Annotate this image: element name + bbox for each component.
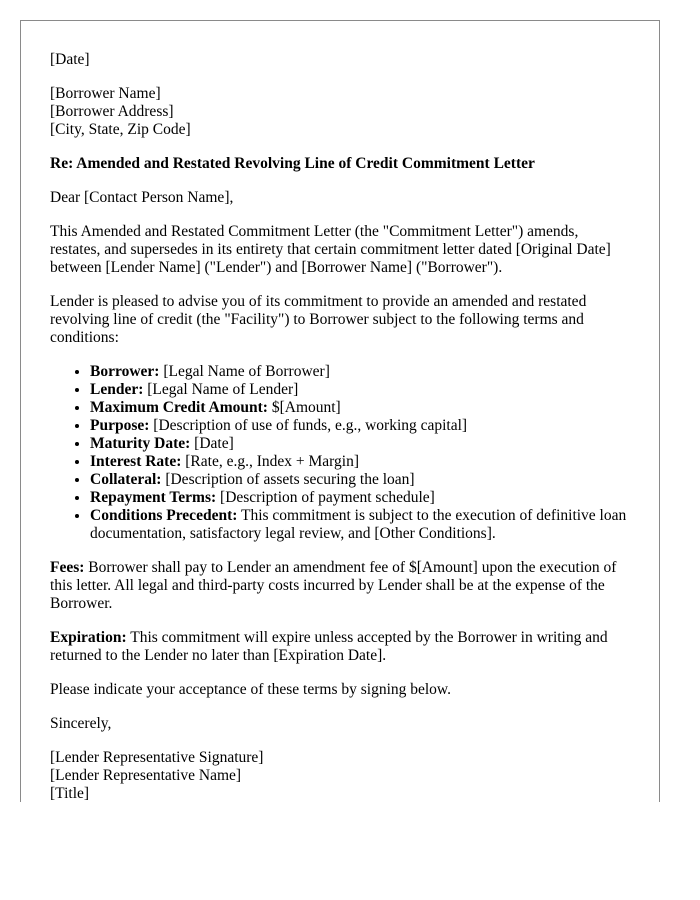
term-label: Lender: <box>90 381 144 398</box>
recipient-name: [Borrower Name] <box>50 85 161 102</box>
term-value: $[Amount] <box>267 399 341 416</box>
term-item-max-credit <box>90 399 630 417</box>
term-value: [Legal Name of Borrower] <box>159 363 330 380</box>
term-value: [Legal Name of Lender] <box>143 381 299 398</box>
term-item-collateral <box>90 471 630 489</box>
term-label: Borrower: <box>90 363 160 380</box>
salutation: Dear [Contact Person Name], <box>50 189 234 206</box>
term-label: Purpose: <box>90 417 150 434</box>
expiration-text: This commitment will expire unless accepted by the Borrower in writing and returned to the Lender no later than [Expiration Date]. <box>50 629 608 664</box>
term-value: [Date] <box>190 435 234 452</box>
term-label: Maximum Credit Amount: <box>90 399 268 416</box>
expiration-label: Expiration: <box>50 629 127 646</box>
term-item-purpose <box>90 417 630 435</box>
signatory-title: [Title] <box>50 785 90 802</box>
term-label: Interest Rate: <box>90 453 182 470</box>
commitment-paragraph: Lender is pleased to advise you of its commitment to provide an amended and restated revolving line of credit (the "Facility") to Borrower subject to the following terms and conditions: <box>50 293 587 346</box>
term-item-interest <box>90 453 630 471</box>
letter-date: [Date] <box>50 51 90 68</box>
term-value: [Description of use of funds, e.g., working capital] <box>149 417 468 434</box>
signature-line: [Lender Representative Signature] <box>50 749 264 766</box>
closing: Sincerely, <box>50 715 112 732</box>
acceptance-paragraph: Please indicate your acceptance of these terms by signing below. <box>50 681 451 698</box>
recipient-address-block <box>50 85 630 139</box>
recipient-address: [Borrower Address] <box>50 103 174 120</box>
term-label: Collateral: <box>90 471 162 488</box>
fees-paragraph <box>50 559 630 613</box>
term-item-conditions <box>90 507 630 543</box>
term-label: Conditions Precedent: <box>90 507 238 524</box>
fees-text: Borrower shall pay to Lender an amendment fee of $[Amount] upon the execution of this letter. All legal and third-party costs incurred by Lender shall be at the expense of the Borrower. <box>50 559 617 612</box>
signature-block <box>50 749 630 802</box>
signatory-name: [Lender Representative Name] <box>50 767 242 784</box>
terms-list <box>50 363 630 543</box>
term-item-repayment <box>90 489 630 507</box>
recipient-city-state-zip: [City, State, Zip Code] <box>50 121 191 138</box>
term-value: [Description of payment schedule] <box>216 489 435 506</box>
letter-page <box>20 20 660 802</box>
term-value: [Rate, e.g., Index + Margin] <box>181 453 360 470</box>
term-item-lender <box>90 381 630 399</box>
subject-line: Re: Amended and Restated Revolving Line of Credit Commitment Letter <box>50 155 535 172</box>
term-item-maturity <box>90 435 630 453</box>
expiration-paragraph <box>50 629 630 665</box>
intro-paragraph: This Amended and Restated Commitment Letter (the "Commitment Letter") amends, restates, and supersedes in its entirety that certain commitment letter dated [Original Date] between [Lender Name] ("Lender") and [Borrower Name] ("Borrower"). <box>50 223 611 276</box>
term-label: Repayment Terms: <box>90 489 217 506</box>
term-value: This commitment is subject to the execution of definitive loan documentation, satisfactory legal review, and [Other Conditions]. <box>90 507 627 542</box>
term-label: Maturity Date: <box>90 435 191 452</box>
term-item-borrower <box>90 363 630 381</box>
term-value: [Description of assets securing the loan] <box>161 471 415 488</box>
fees-label: Fees: <box>50 559 85 576</box>
